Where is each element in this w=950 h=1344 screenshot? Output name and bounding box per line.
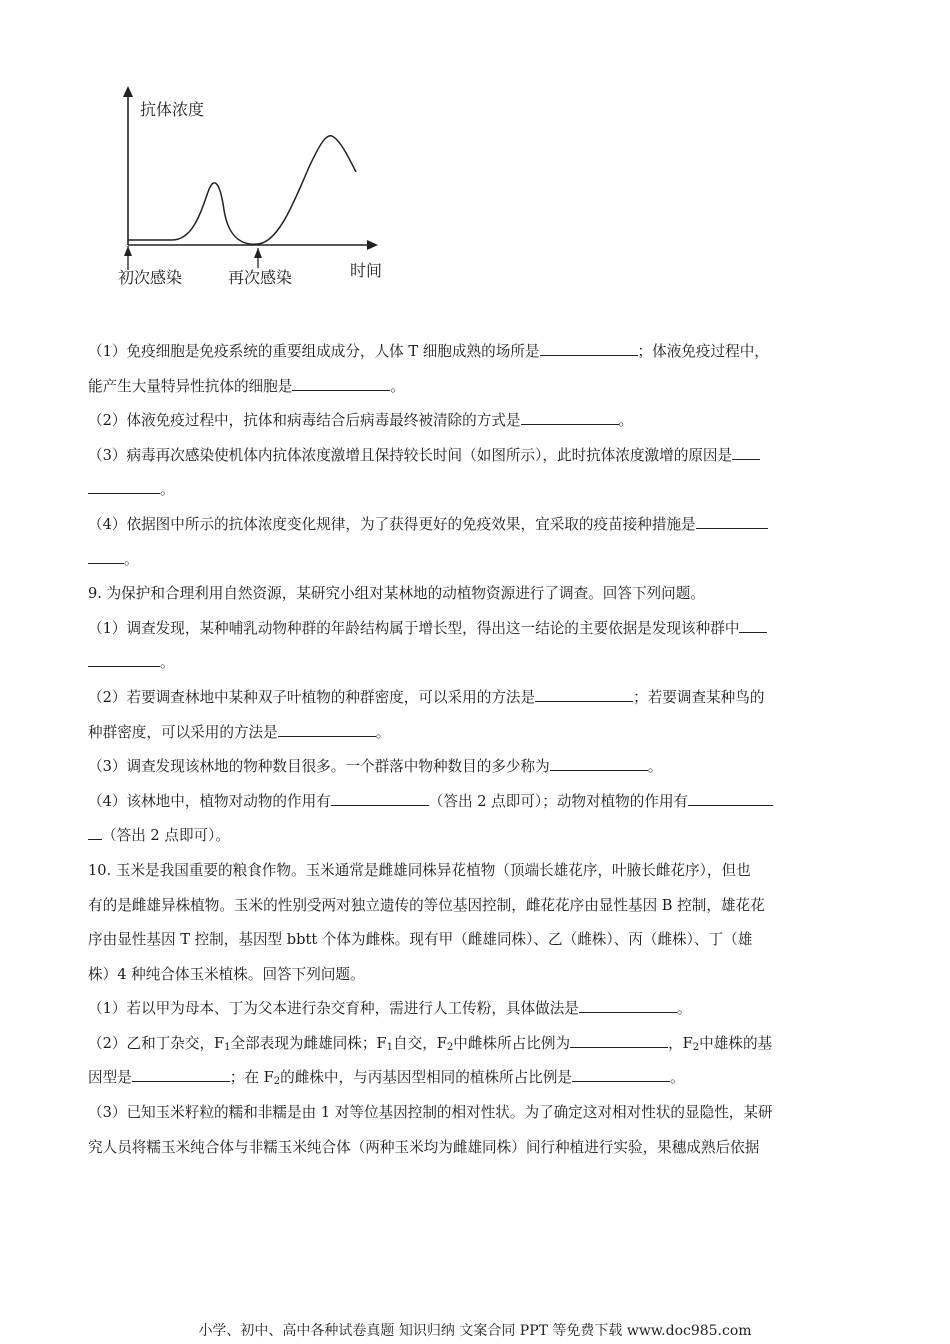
- x-axis-arrow: [367, 240, 378, 250]
- text: （4）该林地中，植物对动物的作用有: [88, 792, 331, 810]
- subscript: 1: [224, 1041, 231, 1053]
- answer-blank[interactable]: [579, 995, 677, 1013]
- q9-title: 9. 为保护和合理利用自然资源，某研究小组对某林地的动植物资源进行了调查。回答下列问题。: [88, 585, 705, 603]
- answer-blank[interactable]: [732, 442, 760, 460]
- antibody-concentration-chart: [110, 80, 400, 295]
- text: （1）免疫细胞是免疫系统的重要组成成分，人体 T 细胞成熟的场所是: [88, 343, 540, 360]
- answer-blank[interactable]: [132, 1064, 230, 1082]
- answer-blank[interactable]: [540, 338, 638, 356]
- text: （答出 2 点即可）；动物对植物的作用有: [428, 792, 689, 810]
- q10-line3: 序由显性基因 T 控制，基因型 bbtt 个体为雌株。现有甲（雌雄同株）、乙（雌株）、丙（雌株）、丁（雄: [88, 931, 753, 949]
- text: 。: [124, 550, 139, 568]
- answer-blank[interactable]: [688, 788, 773, 806]
- text: 。: [390, 377, 405, 395]
- text: （1）若以甲为母本、丁为父本进行杂交育种，需进行人工传粉，具体做法是: [88, 1000, 579, 1018]
- text: ；体液免疫过程中，: [637, 343, 769, 360]
- q10-part1: [88, 992, 863, 1027]
- first-infection-label: 初次感染: [118, 268, 183, 287]
- q10-part3-line2: 究人员将糯玉米纯合体与非糯玉米纯合体（两种玉米均为雌雄同株）间行种植进行实验，果穗成熟后依据: [88, 1138, 760, 1156]
- q9-part1-line1: [88, 612, 863, 647]
- text: 。: [160, 654, 175, 672]
- answer-blank[interactable]: [550, 753, 648, 771]
- answer-blank[interactable]: [88, 476, 160, 494]
- antibody-curve: [128, 136, 356, 244]
- text: （1）调查发现，某种哺乳动物种群的年龄结构属于增长型，得出这一结论的主要依据是发现该种群中: [88, 619, 740, 637]
- q9-part1-line2: [88, 646, 863, 681]
- answer-blank[interactable]: [696, 511, 768, 529]
- chart-svg: [110, 80, 400, 295]
- page-footer: 小学、初中、高中各种试卷真题 知识归纳 文案合同 PPT 等免费下载 www.doc985.com: [198, 1323, 752, 1339]
- subscript: 2: [692, 1041, 700, 1053]
- text: ，F: [668, 1034, 693, 1052]
- answer-blank[interactable]: [535, 684, 633, 702]
- answer-blank[interactable]: [570, 1030, 668, 1048]
- text: （2）体液免疫过程中，抗体和病毒结合后病毒最终被清除的方式是: [88, 412, 521, 430]
- text: （3）病毒再次感染使机体内抗体浓度激增且保持较长时间（如图所示），此时抗体浓度激增的原因是: [88, 446, 733, 464]
- first-infection-arrow: [124, 246, 132, 256]
- reinfection-arrow: [254, 248, 262, 258]
- text: 中雌株所占比例为: [453, 1034, 571, 1052]
- answer-blank[interactable]: [572, 1064, 670, 1082]
- text: 。: [676, 1000, 692, 1018]
- text: 。: [618, 412, 634, 430]
- text: 。: [160, 481, 175, 499]
- text: （4）依据图中所示的抗体浓度变化规律，为了获得更好的免疫效果，宜采取的疫苗接种措施是: [88, 515, 696, 533]
- answer-blank[interactable]: [88, 649, 160, 667]
- answer-blank[interactable]: [521, 407, 619, 425]
- q10-line1: 10. 玉米是我国重要的粮食作物。玉米通常是雌雄同株异花植物（顶端长雄花序，叶腋长雌花序），但也: [88, 861, 751, 879]
- text: （答出 2 点即可）。: [102, 827, 231, 845]
- subscript: 2: [446, 1041, 454, 1053]
- text: 因型是: [88, 1069, 132, 1087]
- q8-part2: [88, 404, 863, 439]
- answer-blank[interactable]: [88, 822, 102, 840]
- text: ；若要调查某种鸟的: [633, 688, 765, 706]
- question-text: [88, 335, 863, 1165]
- q8-part1-line2: [88, 370, 863, 405]
- q10-part2-line1: [88, 1027, 863, 1062]
- answer-blank[interactable]: [331, 788, 429, 806]
- subscript: 1: [386, 1041, 393, 1053]
- text: （2）乙和丁杂交，F: [88, 1034, 225, 1052]
- text: 。: [670, 1069, 685, 1087]
- q8-part1-line1: [88, 335, 863, 370]
- q10-line2: 有的是雌雄异株植物。玉米的性别受两对独立遗传的等位基因控制，雌花花序由显性基因 B 控制，雄花花: [88, 896, 765, 914]
- q9-part4-line2: [88, 819, 863, 854]
- q8-part3-line1: [88, 439, 863, 474]
- answer-blank[interactable]: [88, 546, 124, 564]
- text: （2）若要调查林地中某种双子叶植物的种群密度，可以采用的方法是: [88, 688, 536, 706]
- text: （3）调查发现该林地的物种数目很多。一个群落中物种数目的多少称为: [88, 758, 550, 776]
- q9-part2-line1: [88, 681, 863, 716]
- x-axis-label: 时间: [350, 261, 383, 280]
- answer-blank[interactable]: [278, 719, 376, 737]
- q10-part3-line1: （3）已知玉米籽粒的糯和非糯是由 1 对等位基因控制的相对性状。为了确定这对相对性状的显隐性，某研: [88, 1104, 773, 1122]
- text: 的雌株中，与丙基因型相同的植株所占比例是: [280, 1069, 573, 1087]
- q9-part2-line2: [88, 716, 863, 751]
- text: ；在 F: [229, 1069, 274, 1087]
- answer-blank[interactable]: [292, 373, 390, 391]
- y-axis-arrow: [123, 86, 133, 97]
- text: 。: [375, 723, 391, 741]
- text: 中雄株的基: [699, 1034, 773, 1052]
- q8-part3-line2: [88, 473, 863, 508]
- text: 能产生大量特异性抗体的细胞是: [88, 377, 293, 395]
- text: 自交，F: [393, 1034, 447, 1052]
- y-axis-label: 抗体浓度: [140, 100, 205, 119]
- q10-line4: 株）4 种纯合体玉米植株。回答下列问题。: [88, 965, 365, 983]
- q9-part4-line1: [88, 785, 863, 820]
- text: 全部表现为雌雄同株；F: [230, 1034, 387, 1052]
- text: 种群密度，可以采用的方法是: [88, 723, 278, 741]
- q8-part4-line2: [88, 543, 863, 578]
- reinfection-label: 再次感染: [228, 268, 293, 287]
- answer-blank[interactable]: [739, 615, 767, 633]
- subscript: 2: [273, 1076, 281, 1088]
- q10-part2-line2: [88, 1061, 863, 1096]
- q9-part3: [88, 750, 863, 785]
- q8-part4-line1: [88, 508, 863, 543]
- text: 。: [647, 758, 663, 776]
